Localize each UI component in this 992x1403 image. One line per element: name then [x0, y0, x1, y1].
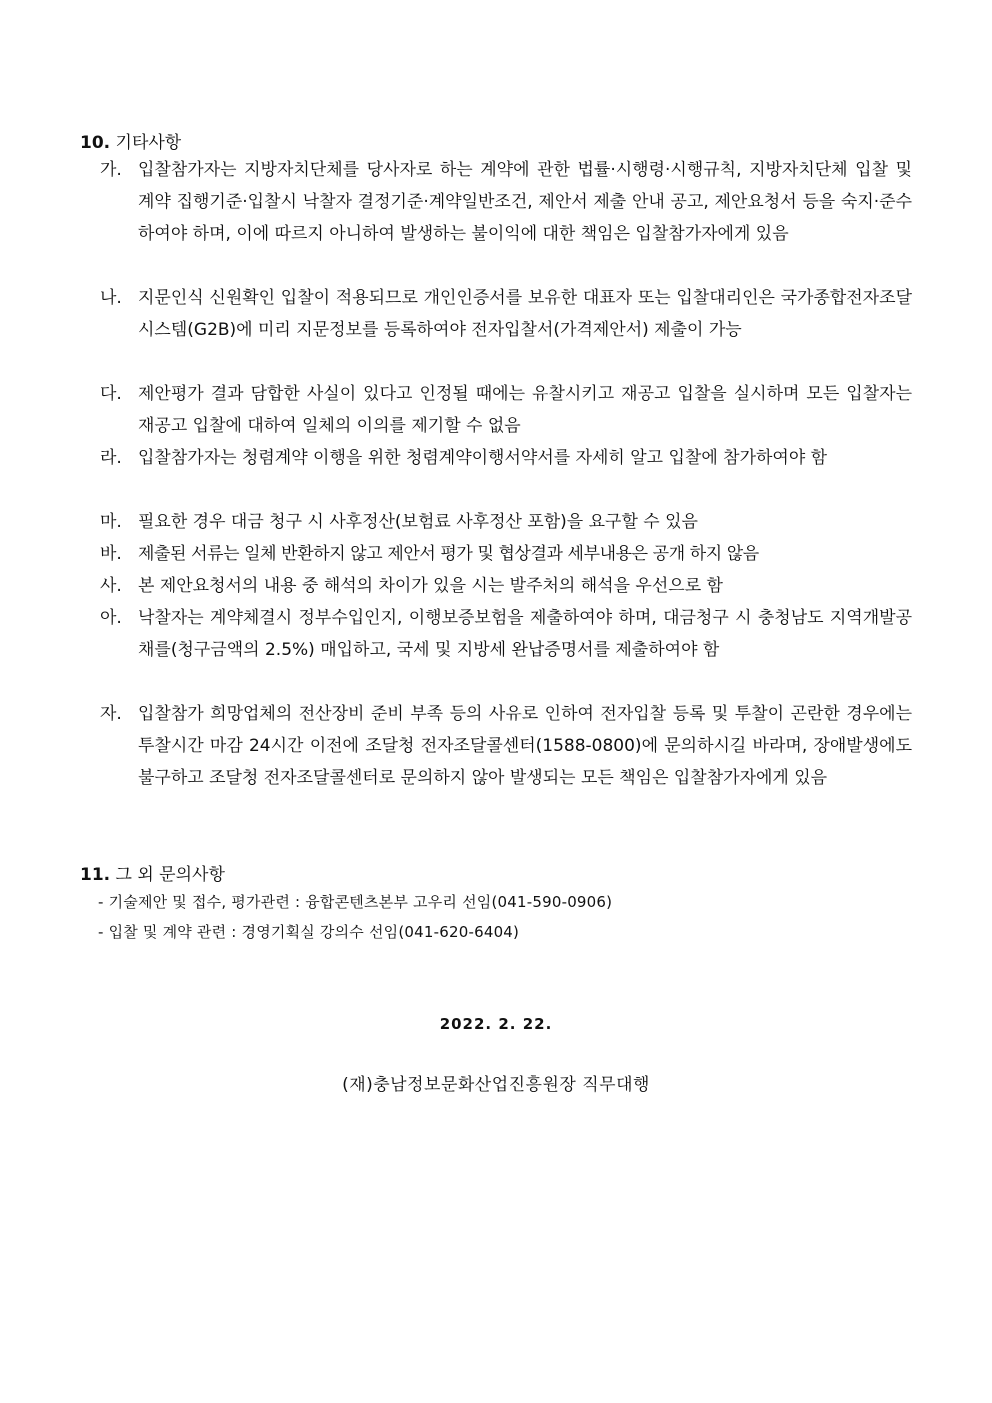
section-11-title: 그 외 문의사항 — [115, 865, 225, 885]
item-text: 필요한 경우 대금 청구 시 사후정산(보험료 사후정산 포함)을 요구할 수 있음 — [138, 512, 698, 532]
signature-line: (재)충남정보문화산업진흥원장 직무대행 — [342, 1075, 650, 1095]
item-text: 지문인식 신원확인 입찰이 적용되므로 개인인증서를 보유한 대표자 또는 입찰대리인은 국가종합전자조달시스템(G2B)에 미리 지문정보를 등록하여야 전자입찰서(가격제안서) 제출이 가능 — [138, 288, 912, 340]
list-item — [100, 570, 912, 602]
list-item — [100, 698, 912, 794]
item-marker: 가. — [100, 160, 122, 180]
contact-line: - 입찰 및 계약 관련 : 경영기획실 강의수 선임(041-620-6404) — [98, 923, 520, 941]
section-10-number: 10. — [80, 133, 111, 153]
list-item — [100, 378, 912, 442]
section-11-number: 11. — [80, 865, 111, 885]
document-date: 2022. 2. 22. — [439, 1015, 553, 1033]
list-item — [100, 282, 912, 346]
item-text: 제안평가 결과 담합한 사실이 있다고 인정될 때에는 유찰시키고 재공고 입찰을 실시하며 모든 입찰자는 재공고 입찰에 대하여 일체의 이의를 제기할 수 없음 — [138, 384, 912, 436]
section-11-heading — [80, 860, 225, 885]
item-marker: 바. — [100, 544, 122, 564]
list-item — [100, 442, 912, 474]
item-text: 본 제안요청서의 내용 중 해석의 차이가 있을 시는 발주처의 해석을 우선으로 함 — [138, 576, 723, 596]
item-marker: 마. — [100, 512, 122, 532]
section-10-heading — [80, 128, 181, 153]
contact-line: - 기술제안 및 접수, 평가관련 : 융합콘텐츠본부 고우리 선임(041-590-0906) — [98, 893, 613, 911]
item-marker: 자. — [100, 704, 122, 724]
item-marker: 라. — [100, 448, 122, 468]
item-text: 제출된 서류는 일체 반환하지 않고 제안서 평가 및 협상결과 세부내용은 공개 하지 않음 — [138, 544, 759, 564]
list-item — [100, 538, 912, 570]
item-marker: 다. — [100, 384, 122, 404]
item-marker: 아. — [100, 608, 122, 628]
item-text: 입찰참가 희망업체의 전산장비 준비 부족 등의 사유로 인하여 전자입찰 등록 및 투찰이 곤란한 경우에는 투찰시간 마감 24시간 이전에 조달청 전자조달콜센터(1588-0800)에 문의하시길 바라며, 장애발생에도 불구하고 조달청 전자조달콜센터로 문의하지 않아 발생되는 모든 책임은 입찰참가자에게 있음 — [138, 704, 912, 788]
item-text: 낙찰자는 계약체결시 정부수입인지, 이행보증보험을 제출하여야 하며, 대금청구 시 충청남도 지역개발공채를(청구금액의 2.5%) 매입하고, 국세 및 지방세 완납증명서를 제출하여야 함 — [138, 608, 912, 660]
item-marker: 나. — [100, 288, 122, 308]
item-text: 입찰참가자는 지방자치단체를 당사자로 하는 계약에 관한 법률·시행령·시행규칙, 지방자치단체 입찰 및 계약 집행기준·입찰시 낙찰자 결정기준·계약일반조건, 제안서 제출 안내 공고, 제안요청서 등을 숙지·준수하여야 하며, 이에 따르지 아니하여 발생하는 불이익에 대한 책임은 입찰참가자에게 있음 — [138, 160, 912, 244]
item-marker: 사. — [100, 576, 122, 596]
section-10-title: 기타사항 — [115, 133, 182, 153]
list-item — [100, 506, 912, 538]
list-item — [100, 154, 912, 250]
list-item — [100, 602, 912, 666]
item-text: 입찰참가자는 청렴계약 이행을 위한 청렴계약이행서약서를 자세히 알고 입찰에 참가하여야 함 — [138, 448, 828, 468]
